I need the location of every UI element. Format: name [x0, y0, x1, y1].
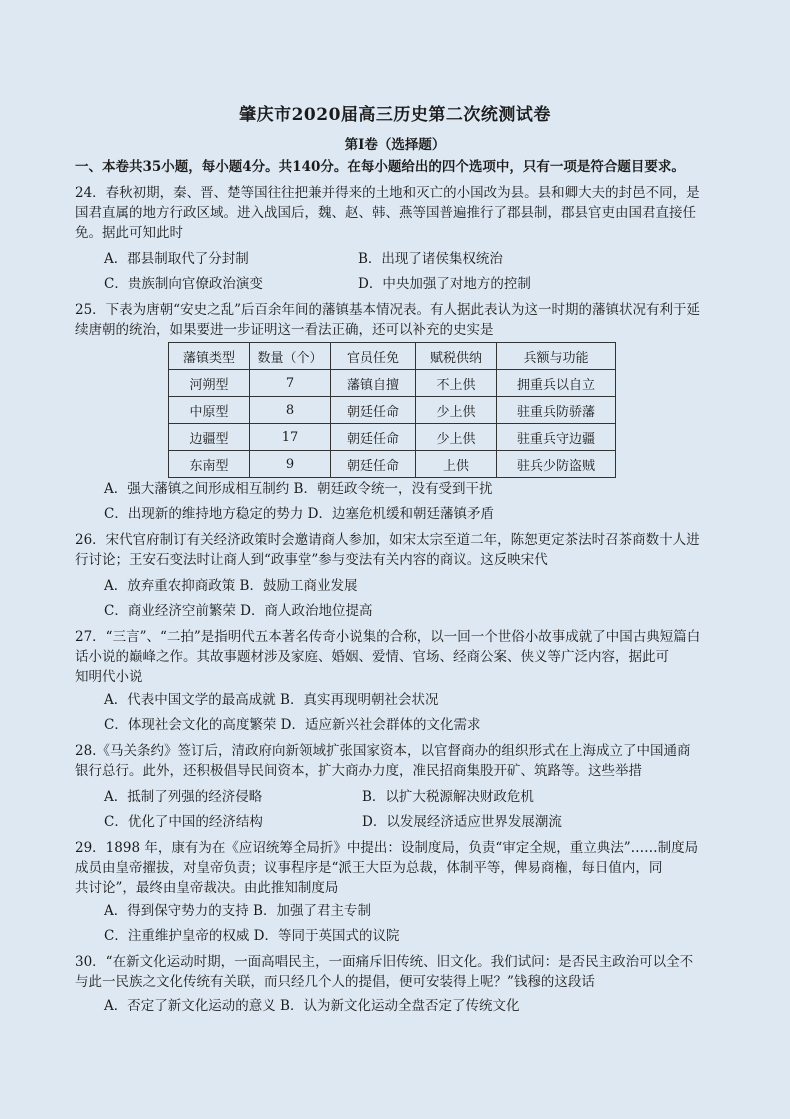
q24-option-d: D．中央加强了对地方的控制 — [358, 276, 531, 292]
q24-line: 国君直属的地方行政区域。进入战国后，魏、赵、韩、燕等国普遍推行了郡县制，郡县官吏由国君直接任 — [75, 205, 696, 221]
q26-options-ab: A．放弃重农抑商政策 B．鼓励工商业发展 — [104, 578, 358, 594]
table-cell: 东南型 — [169, 451, 250, 478]
table-cell: 少上供 — [416, 424, 497, 451]
q28-option-b: B．以扩大税源解决财政危机 — [362, 789, 534, 805]
table-cell: 少上供 — [416, 397, 497, 424]
q27-line: 知明代小说 — [75, 669, 143, 685]
table-cell: 7 — [250, 370, 331, 397]
q29-line: 成员由皇帝擢拔，对皇帝负责；议事程序是“派王大臣为总裁，体制平等，俾易商権，每日值内，同 — [75, 860, 663, 876]
fanzhen-table — [168, 342, 616, 478]
table-header: 兵额与功能 — [497, 343, 616, 370]
q24-option-a: A．郡县制取代了分封制 — [104, 251, 249, 267]
q30-options-ab: A．否定了新文化运动的意义 B．认为新文化运动全盘否定了传统文化 — [104, 998, 520, 1014]
table-header: 藩镇类型 — [169, 343, 250, 370]
table-cell: 驻重兵守边疆 — [497, 424, 616, 451]
table-header-row — [169, 343, 616, 370]
q28-line: 银行总行。此外，还积极倡导民间资本，扩大商办力度，准民招商集股开矿、筑路等。这些举措 — [75, 763, 642, 779]
table-cell: 拥重兵以自立 — [497, 370, 616, 397]
table-cell: 朝廷任命 — [331, 424, 416, 451]
q28-option-c: C．优化了中国的经济结构 — [104, 814, 263, 830]
q27-options-cd: C．体现社会文化的高度繁荣 D．适应新兴社会群体的文化需求 — [104, 717, 481, 733]
q26-options-cd: C．商业经济空前繁荣 D．商人政治地位提高 — [104, 603, 373, 619]
q30-line: 30．“在新文化运动时期，一面高唱民主，一面痛斥旧传统、旧文化。我们试问：是否民主政治可以全不 — [75, 954, 694, 970]
table-row — [169, 397, 616, 424]
q24-line: 免。据此可知此时 — [75, 225, 183, 241]
table-header: 数量（个） — [250, 343, 331, 370]
q24-option-b: B．出现了诸侯集权统治 — [358, 251, 503, 267]
q24-option-c: C．贵族制向官僚政治演变 — [104, 276, 263, 292]
table-cell: 朝廷任命 — [331, 397, 416, 424]
q28-line: 28.《马关条约》签订后，清政府向新领域扩张国家资本，以官督商办的组织形式在上海成立了中国通商 — [75, 743, 691, 759]
table-row — [169, 370, 616, 397]
table-cell: 9 — [250, 451, 331, 478]
page-title: 肇庆市2020届高三历史第二次统测试卷 — [239, 105, 551, 125]
table-cell: 驻重兵防骄藩 — [497, 397, 616, 424]
q27-line: 话小说的巅峰之作。其故事题材涉及家庭、婚姻、爱情、官场、经商公案、侠义等广泛内容，据此可 — [75, 649, 669, 665]
q25-options-cd: C．出现新的维持地方稳定的势力 D．边塞危机缓和朝廷藩镇矛盾 — [104, 506, 494, 522]
q27-line: 27．“三言”、“二拍”是指明代五本著名传奇小说集的合称，以一回一个世俗小故事成就了中国古典短篇白 — [75, 629, 701, 645]
table-header: 赋税供纳 — [416, 343, 497, 370]
q30-line: 与此一民族之文化传统有关联，而只经几个人的提倡，便可安装得上呢？”钱穆的这段话 — [75, 974, 595, 990]
table-cell: 8 — [250, 397, 331, 424]
table-header: 官员任免 — [331, 343, 416, 370]
q25-line: 续唐朝的统治，如果要进一步证明这一看法正确，还可以补充的史实是 — [75, 322, 494, 338]
q29-line: 共讨论”，最终由皇帝裁决。由此推知制度局 — [75, 880, 339, 896]
q24-line: 24．春秋初期，秦、晋、楚等国往往把兼并得来的土地和灭亡的小国改为县。县和卿大夫的封邑不同，是 — [75, 185, 700, 201]
instructions: 一、本卷共35小题，每小题4分。共140分。在每小题给出的四个选项中，只有一项是符合题目要求。 — [75, 159, 685, 175]
q29-options-cd: C．注重维护皇帝的权威 D．等同于英国式的议院 — [104, 928, 400, 944]
q26-line: 行讨论；王安石变法时让商人到“政事堂”参与变法有关内容的商议。这反映宋代 — [75, 552, 548, 568]
q28-option-d: D．以发展经济适应世界发展潮流 — [362, 814, 562, 830]
table-cell: 中原型 — [169, 397, 250, 424]
table-cell: 朝廷任命 — [331, 451, 416, 478]
table-cell: 河朔型 — [169, 370, 250, 397]
section-subtitle: 第Ⅰ卷（选择题） — [344, 137, 446, 153]
table-cell: 驻兵少防盗贼 — [497, 451, 616, 478]
q25-options-ab: A．强大藩镇之间形成相互制约 B．朝廷政令统一，没有受到干扰 — [104, 481, 493, 497]
table-cell: 上供 — [416, 451, 497, 478]
q26-line: 26．宋代官府制订有关经济政策时会邀请商人参加，如宋太宗至道二年，陈恕更定茶法时召茶商数十人进 — [75, 532, 700, 548]
table-row — [169, 451, 616, 478]
table-cell: 藩镇自擅 — [331, 370, 416, 397]
table-cell: 不上供 — [416, 370, 497, 397]
q25-line: 25．下表为唐朝“安史之乱”后百余年间的藩镇基本情况表。有人据此表认为这一时期的藩镇状况有利于延 — [75, 302, 700, 318]
table-cell: 边疆型 — [169, 424, 250, 451]
q27-options-ab: A．代表中国文学的最高成就 B．真实再现明朝社会状况 — [104, 692, 439, 708]
table-cell: 17 — [250, 424, 331, 451]
table-row — [169, 424, 616, 451]
q28-option-a: A．抵制了列强的经济侵略 — [104, 789, 263, 805]
q29-line: 29．1898 年，康有为在《应诏统筹全局折》中提出：设制度局，负责“审定全规，重立典法”……制度局 — [75, 840, 699, 856]
q29-options-ab: A．得到保守势力的支持 B．加强了君主专制 — [104, 903, 371, 919]
